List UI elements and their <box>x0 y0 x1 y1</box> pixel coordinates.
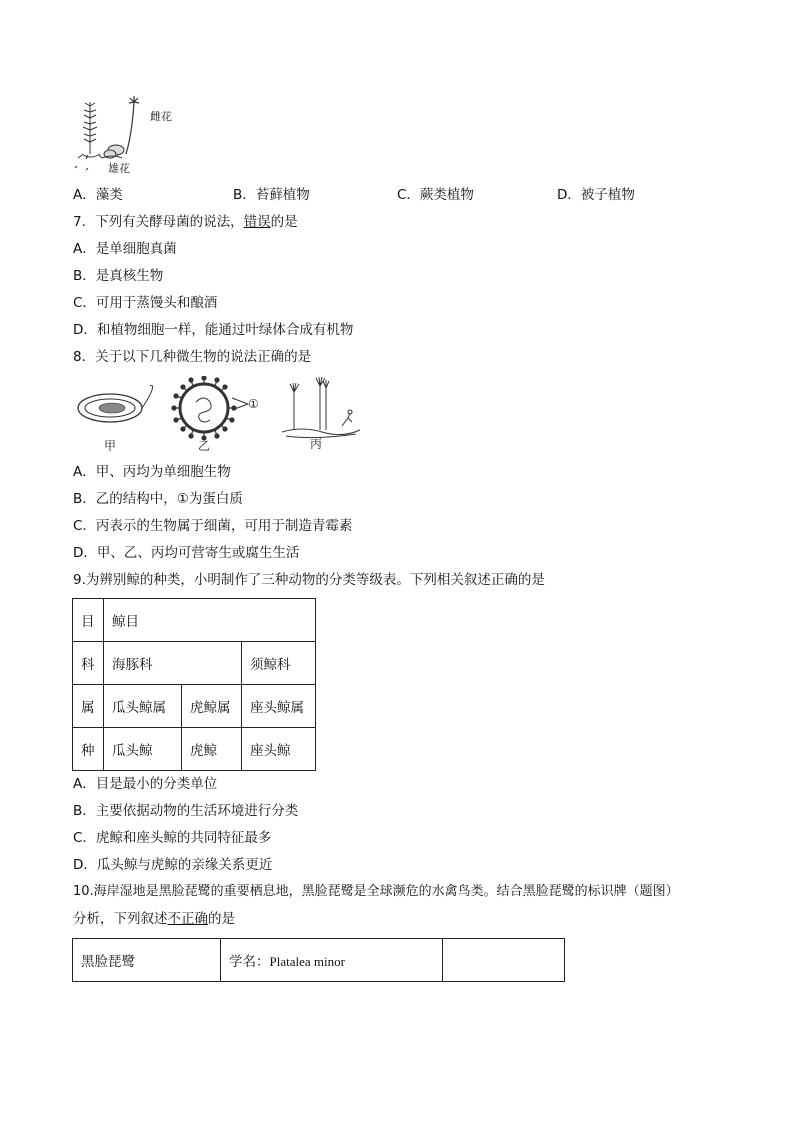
q6-option-c[interactable]: C．蕨类植物 <box>397 187 474 203</box>
q7-option-a[interactable]: A．是单细胞真菌 <box>73 241 177 257</box>
q7-option-c[interactable]: C．可用于蒸馒头和酿酒 <box>73 295 218 311</box>
q8-label-yi: 乙 <box>198 439 211 453</box>
q9-option-c[interactable]: C．虎鲸和座头鲸的共同特征最多 <box>73 830 272 846</box>
species-name-cell: 黑脸琵鹭 <box>73 939 221 982</box>
q7-option-b[interactable]: B．是真核生物 <box>73 268 164 284</box>
table-cell: 海豚科 <box>104 642 242 685</box>
table-cell: 瓜头鲸 <box>104 728 182 771</box>
q6-option-b[interactable]: B．苔藓植物 <box>233 187 310 203</box>
q10-stem-line2 <box>73 909 235 929</box>
table-row <box>73 728 316 771</box>
q7-stem-prefix: 7．下列有关酵母菌的说法， <box>73 214 244 230</box>
table-row <box>73 685 316 728</box>
virus-figure <box>172 376 259 453</box>
q6-label-male: 雄花 <box>108 162 130 175</box>
table-cell: 虎鲸 <box>182 728 242 771</box>
q7-stem-suffix: 的是 <box>270 214 298 230</box>
table-row <box>73 599 316 642</box>
scientific-name-cell <box>221 939 443 982</box>
q10-stem-prefix: 分析，下列叙述 <box>73 911 168 927</box>
q9-stem: 9.为辨别鲸的种类，小明制作了三种动物的分类等级表。下列相关叙述正确的是 <box>73 572 545 588</box>
q6-option-d[interactable]: D．被子植物 <box>557 187 635 203</box>
taxonomy-table <box>72 598 316 771</box>
q10-stem-line1: 10.海岸湿地是黑脸琵鹭的重要栖息地，黑脸琵鹭是全球濒危的水禽鸟类。结合黑脸琵鹭的标识牌（题图） <box>73 884 679 899</box>
species-sign-table <box>72 938 565 982</box>
q8-microbes-figure <box>72 376 372 454</box>
table-cell: 属 <box>73 685 104 728</box>
table-cell: 目 <box>73 599 104 642</box>
q8-option-d[interactable]: D．甲、乙、丙均可营寄生或腐生生活 <box>73 545 300 561</box>
q9-option-a[interactable]: A．目是最小的分类单位 <box>73 776 218 792</box>
table-cell: 瓜头鲸属 <box>104 685 182 728</box>
empty-cell <box>443 939 565 982</box>
table-row <box>73 939 565 982</box>
q9-option-b[interactable]: B．主要依据动物的生活环境进行分类 <box>73 803 299 819</box>
q7-option-d[interactable]: D．和植物细胞一样，能通过叶绿体合成有机物 <box>73 322 354 338</box>
q8-option-c[interactable]: C．丙表示的生物属于细菌，可用于制造青霉素 <box>73 518 353 534</box>
mold-figure <box>282 377 360 451</box>
q8-stem: 8．关于以下几种微生物的说法正确的是 <box>73 349 312 365</box>
q7-stem-emphasis: 错误 <box>243 214 271 230</box>
q9-option-d[interactable]: D．瓜头鲸与虎鲸的亲缘关系更近 <box>73 857 273 873</box>
q8-option-a[interactable]: A．甲、丙均为单细胞生物 <box>73 464 231 480</box>
q10-stem-suffix: 的是 <box>208 911 235 927</box>
q7-stem <box>73 212 298 232</box>
q6-option-a[interactable]: A．藻类 <box>73 187 123 203</box>
table-cell: 座头鲸 <box>242 728 316 771</box>
table-cell: 科 <box>73 642 104 685</box>
q6-moss-figure <box>72 92 192 180</box>
table-cell: 虎鲸属 <box>182 685 242 728</box>
q8-marker-1: ① <box>248 397 259 411</box>
q8-option-b[interactable]: B．乙的结构中，①为蛋白质 <box>73 491 243 507</box>
table-cell: 鲸目 <box>104 599 316 642</box>
table-row <box>73 642 316 685</box>
bacterium-figure <box>78 386 153 454</box>
q8-label-jia: 甲 <box>104 439 117 453</box>
q8-label-bing: 丙 <box>310 437 323 451</box>
scientific-name-label: 学名： <box>229 954 270 970</box>
table-cell: 种 <box>73 728 104 771</box>
q6-label-female: 雌花 <box>150 110 172 123</box>
table-cell: 座头鲸属 <box>242 685 316 728</box>
scientific-name-value: Platalea minor <box>269 954 345 969</box>
table-cell: 须鲸科 <box>242 642 316 685</box>
q10-stem-emphasis: 不正确 <box>167 911 208 927</box>
